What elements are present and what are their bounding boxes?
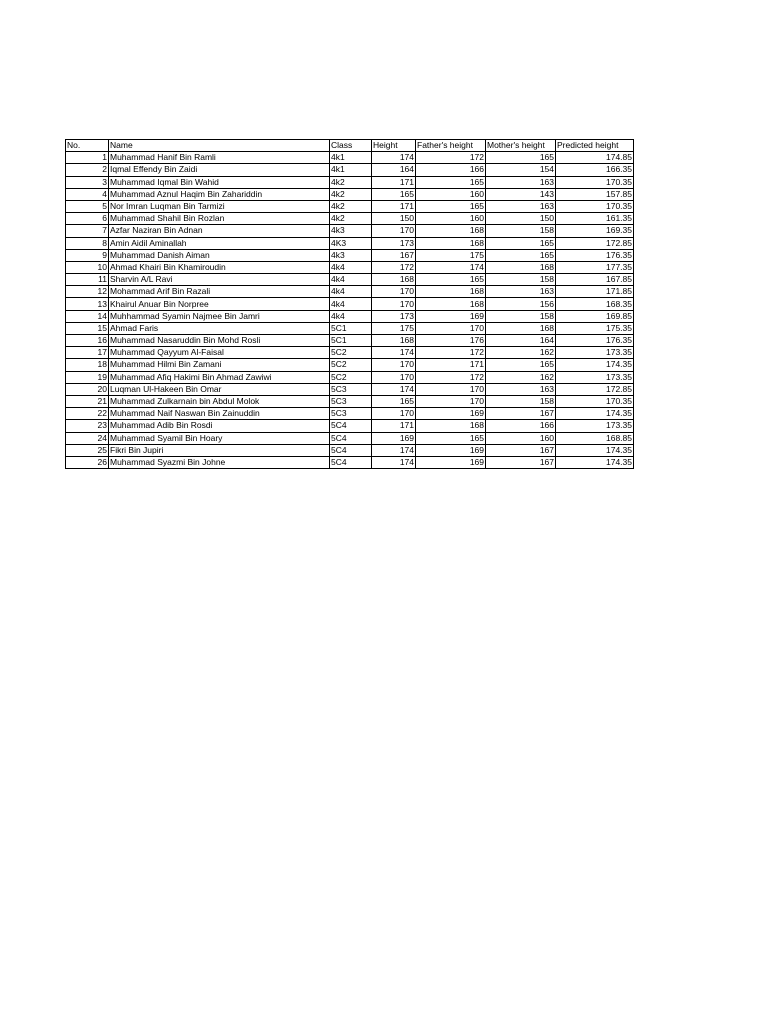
cell-no: 10: [66, 261, 109, 273]
header-height: Height: [372, 140, 416, 152]
cell-mothers-height: 167: [486, 444, 556, 456]
cell-mothers-height: 168: [486, 261, 556, 273]
cell-name: Muhammad Qayyum Al-Faisal: [109, 347, 330, 359]
cell-name: Muhammad Afiq Hakimi Bin Ahmad Zawiwi: [109, 371, 330, 383]
cell-predicted-height: 166.35: [556, 164, 634, 176]
cell-height: 168: [372, 335, 416, 347]
cell-no: 21: [66, 395, 109, 407]
cell-fathers-height: 170: [416, 322, 486, 334]
cell-predicted-height: 168.35: [556, 298, 634, 310]
cell-name: Muhammad Nasaruddin Bin Mohd Rosli: [109, 335, 330, 347]
cell-predicted-height: 174.35: [556, 408, 634, 420]
cell-no: 18: [66, 359, 109, 371]
cell-fathers-height: 169: [416, 444, 486, 456]
cell-fathers-height: 172: [416, 371, 486, 383]
cell-predicted-height: 170.35: [556, 176, 634, 188]
cell-predicted-height: 176.35: [556, 335, 634, 347]
cell-height: 173: [372, 237, 416, 249]
cell-fathers-height: 168: [416, 237, 486, 249]
cell-class: 4k4: [330, 298, 372, 310]
cell-class: 5C4: [330, 444, 372, 456]
header-predicted-height: Predicted height: [556, 140, 634, 152]
cell-name: Muhhammad Syamin Najmee Bin Jamri: [109, 310, 330, 322]
table-row: [66, 237, 634, 249]
cell-name: Muhammad Naif Naswan Bin Zainuddin: [109, 408, 330, 420]
cell-height: 174: [372, 444, 416, 456]
cell-class: 5C1: [330, 322, 372, 334]
cell-class: 4k4: [330, 310, 372, 322]
table-row: [66, 322, 634, 334]
cell-mothers-height: 154: [486, 164, 556, 176]
cell-fathers-height: 169: [416, 456, 486, 468]
cell-name: Fikri Bin Jupiri: [109, 444, 330, 456]
cell-predicted-height: 170.35: [556, 395, 634, 407]
table-row: [66, 432, 634, 444]
cell-no: 25: [66, 444, 109, 456]
cell-name: Sharvin A/L Ravi: [109, 274, 330, 286]
cell-class: 5C4: [330, 456, 372, 468]
cell-height: 168: [372, 274, 416, 286]
cell-class: 4k4: [330, 286, 372, 298]
cell-height: 174: [372, 456, 416, 468]
cell-fathers-height: 168: [416, 286, 486, 298]
cell-mothers-height: 158: [486, 395, 556, 407]
cell-class: 5C4: [330, 420, 372, 432]
table-row: [66, 444, 634, 456]
cell-predicted-height: 174.35: [556, 359, 634, 371]
cell-mothers-height: 160: [486, 432, 556, 444]
cell-mothers-height: 143: [486, 188, 556, 200]
cell-name: Muhammad Aznul Haqim Bin Zahariddin: [109, 188, 330, 200]
cell-height: 170: [372, 225, 416, 237]
cell-height: 150: [372, 213, 416, 225]
cell-fathers-height: 176: [416, 335, 486, 347]
cell-class: 5C3: [330, 383, 372, 395]
header-mothers-height: Mother's height: [486, 140, 556, 152]
cell-no: 5: [66, 200, 109, 212]
table-row: [66, 310, 634, 322]
cell-name: Muhammad Iqmal Bin Wahid: [109, 176, 330, 188]
cell-no: 7: [66, 225, 109, 237]
cell-predicted-height: 175.35: [556, 322, 634, 334]
cell-height: 170: [372, 359, 416, 371]
cell-class: 4k1: [330, 164, 372, 176]
table-row: [66, 200, 634, 212]
cell-class: 5C2: [330, 347, 372, 359]
cell-height: 170: [372, 286, 416, 298]
cell-height: 174: [372, 347, 416, 359]
table-row: [66, 176, 634, 188]
cell-name: Ahmad Faris: [109, 322, 330, 334]
cell-predicted-height: 173.35: [556, 347, 634, 359]
cell-fathers-height: 170: [416, 395, 486, 407]
cell-no: 24: [66, 432, 109, 444]
cell-no: 15: [66, 322, 109, 334]
cell-class: 4k3: [330, 249, 372, 261]
cell-no: 23: [66, 420, 109, 432]
cell-name: Muhammad Danish Aiman: [109, 249, 330, 261]
cell-fathers-height: 169: [416, 310, 486, 322]
table-row: [66, 383, 634, 395]
table-row: [66, 188, 634, 200]
cell-predicted-height: 169.85: [556, 310, 634, 322]
cell-name: Iqmal Effendy Bin Zaidi: [109, 164, 330, 176]
cell-fathers-height: 165: [416, 274, 486, 286]
cell-height: 171: [372, 176, 416, 188]
cell-fathers-height: 174: [416, 261, 486, 273]
cell-no: 6: [66, 213, 109, 225]
cell-class: 4k2: [330, 213, 372, 225]
table-row: [66, 298, 634, 310]
cell-class: 4k1: [330, 152, 372, 164]
table-row: [66, 395, 634, 407]
cell-name: Nor Imran Luqman Bin Tarmizi: [109, 200, 330, 212]
table-row: [66, 371, 634, 383]
cell-mothers-height: 163: [486, 200, 556, 212]
table-row: [66, 152, 634, 164]
cell-mothers-height: 156: [486, 298, 556, 310]
cell-mothers-height: 162: [486, 347, 556, 359]
cell-no: 13: [66, 298, 109, 310]
cell-height: 167: [372, 249, 416, 261]
cell-no: 1: [66, 152, 109, 164]
cell-height: 175: [372, 322, 416, 334]
cell-height: 174: [372, 383, 416, 395]
cell-predicted-height: 174.85: [556, 152, 634, 164]
cell-no: 14: [66, 310, 109, 322]
table-body: [66, 152, 634, 469]
cell-predicted-height: 174.35: [556, 444, 634, 456]
cell-predicted-height: 167.85: [556, 274, 634, 286]
cell-name: Muhammad Zulkarnain bin Abdul Molok: [109, 395, 330, 407]
cell-name: Khairul Anuar Bin Norpree: [109, 298, 330, 310]
header-no: No.: [66, 140, 109, 152]
cell-height: 171: [372, 200, 416, 212]
height-table: [65, 139, 634, 469]
cell-fathers-height: 165: [416, 200, 486, 212]
cell-class: 5C3: [330, 408, 372, 420]
cell-class: 4k3: [330, 225, 372, 237]
cell-height: 170: [372, 408, 416, 420]
cell-fathers-height: 165: [416, 432, 486, 444]
cell-mothers-height: 164: [486, 335, 556, 347]
cell-fathers-height: 165: [416, 176, 486, 188]
cell-class: 4k2: [330, 200, 372, 212]
cell-height: 172: [372, 261, 416, 273]
header-fathers-height: Father's height: [416, 140, 486, 152]
cell-mothers-height: 166: [486, 420, 556, 432]
cell-name: Muhammad Hilmi Bin Zamani: [109, 359, 330, 371]
table-row: [66, 274, 634, 286]
cell-predicted-height: 172.85: [556, 237, 634, 249]
cell-predicted-height: 161.35: [556, 213, 634, 225]
cell-name: Muhammad Syamil Bin Hoary: [109, 432, 330, 444]
cell-no: 9: [66, 249, 109, 261]
header-class: Class: [330, 140, 372, 152]
cell-fathers-height: 169: [416, 408, 486, 420]
cell-mothers-height: 150: [486, 213, 556, 225]
cell-no: 4: [66, 188, 109, 200]
cell-no: 19: [66, 371, 109, 383]
cell-class: 4k2: [330, 176, 372, 188]
cell-mothers-height: 165: [486, 152, 556, 164]
table-row: [66, 359, 634, 371]
cell-mothers-height: 163: [486, 286, 556, 298]
cell-class: 4k4: [330, 274, 372, 286]
cell-fathers-height: 172: [416, 347, 486, 359]
table-row: [66, 249, 634, 261]
cell-class: 5C4: [330, 432, 372, 444]
cell-predicted-height: 177.35: [556, 261, 634, 273]
cell-predicted-height: 176.35: [556, 249, 634, 261]
cell-no: 3: [66, 176, 109, 188]
cell-class: 4k2: [330, 188, 372, 200]
cell-mothers-height: 158: [486, 310, 556, 322]
cell-fathers-height: 168: [416, 420, 486, 432]
cell-class: 4k4: [330, 261, 372, 273]
cell-class: 5C1: [330, 335, 372, 347]
cell-fathers-height: 160: [416, 213, 486, 225]
cell-fathers-height: 168: [416, 225, 486, 237]
cell-fathers-height: 171: [416, 359, 486, 371]
cell-mothers-height: 167: [486, 408, 556, 420]
cell-fathers-height: 170: [416, 383, 486, 395]
header-name: Name: [109, 140, 330, 152]
cell-class: 5C2: [330, 359, 372, 371]
cell-no: 12: [66, 286, 109, 298]
table-row: [66, 286, 634, 298]
cell-no: 17: [66, 347, 109, 359]
table-row: [66, 408, 634, 420]
cell-no: 16: [66, 335, 109, 347]
table-row: [66, 347, 634, 359]
cell-height: 165: [372, 188, 416, 200]
cell-height: 170: [372, 371, 416, 383]
cell-fathers-height: 175: [416, 249, 486, 261]
cell-fathers-height: 172: [416, 152, 486, 164]
cell-predicted-height: 173.35: [556, 371, 634, 383]
cell-mothers-height: 158: [486, 274, 556, 286]
cell-mothers-height: 165: [486, 237, 556, 249]
cell-height: 173: [372, 310, 416, 322]
table-row: [66, 164, 634, 176]
cell-class: 5C2: [330, 371, 372, 383]
cell-no: 8: [66, 237, 109, 249]
cell-predicted-height: 169.35: [556, 225, 634, 237]
table-row: [66, 225, 634, 237]
cell-predicted-height: 171.85: [556, 286, 634, 298]
cell-height: 164: [372, 164, 416, 176]
cell-no: 22: [66, 408, 109, 420]
cell-height: 174: [372, 152, 416, 164]
cell-name: Amin Aidil Aminallah: [109, 237, 330, 249]
cell-mothers-height: 158: [486, 225, 556, 237]
cell-name: Mohammad Arif Bin Razali: [109, 286, 330, 298]
cell-predicted-height: 174.35: [556, 456, 634, 468]
cell-mothers-height: 162: [486, 371, 556, 383]
cell-predicted-height: 172.85: [556, 383, 634, 395]
cell-name: Muhammad Hanif Bin Ramli: [109, 152, 330, 164]
cell-mothers-height: 167: [486, 456, 556, 468]
cell-height: 171: [372, 420, 416, 432]
cell-class: 5C3: [330, 395, 372, 407]
cell-name: Luqman Ul-Hakeen Bin Omar: [109, 383, 330, 395]
cell-mothers-height: 163: [486, 176, 556, 188]
cell-predicted-height: 168.85: [556, 432, 634, 444]
header-row: [66, 140, 634, 152]
cell-height: 170: [372, 298, 416, 310]
cell-name: Muhammad Adib Bin Rosdi: [109, 420, 330, 432]
cell-class: 4K3: [330, 237, 372, 249]
cell-fathers-height: 166: [416, 164, 486, 176]
cell-mothers-height: 165: [486, 249, 556, 261]
cell-fathers-height: 168: [416, 298, 486, 310]
cell-no: 26: [66, 456, 109, 468]
cell-mothers-height: 165: [486, 359, 556, 371]
cell-height: 169: [372, 432, 416, 444]
cell-predicted-height: 157.85: [556, 188, 634, 200]
cell-no: 20: [66, 383, 109, 395]
cell-predicted-height: 173.35: [556, 420, 634, 432]
table-row: [66, 261, 634, 273]
cell-no: 2: [66, 164, 109, 176]
table-row: [66, 335, 634, 347]
cell-name: Muhammad Syazmi Bin Johne: [109, 456, 330, 468]
table-row: [66, 420, 634, 432]
cell-name: Azfar Naziran Bin Adnan: [109, 225, 330, 237]
cell-predicted-height: 170.35: [556, 200, 634, 212]
cell-mothers-height: 163: [486, 383, 556, 395]
table-row: [66, 213, 634, 225]
cell-height: 165: [372, 395, 416, 407]
cell-name: Ahmad Khairi Bin Khamiroudin: [109, 261, 330, 273]
cell-name: Muhammad Shahil Bin Rozlan: [109, 213, 330, 225]
cell-no: 11: [66, 274, 109, 286]
table-row: [66, 456, 634, 468]
cell-mothers-height: 168: [486, 322, 556, 334]
cell-fathers-height: 160: [416, 188, 486, 200]
